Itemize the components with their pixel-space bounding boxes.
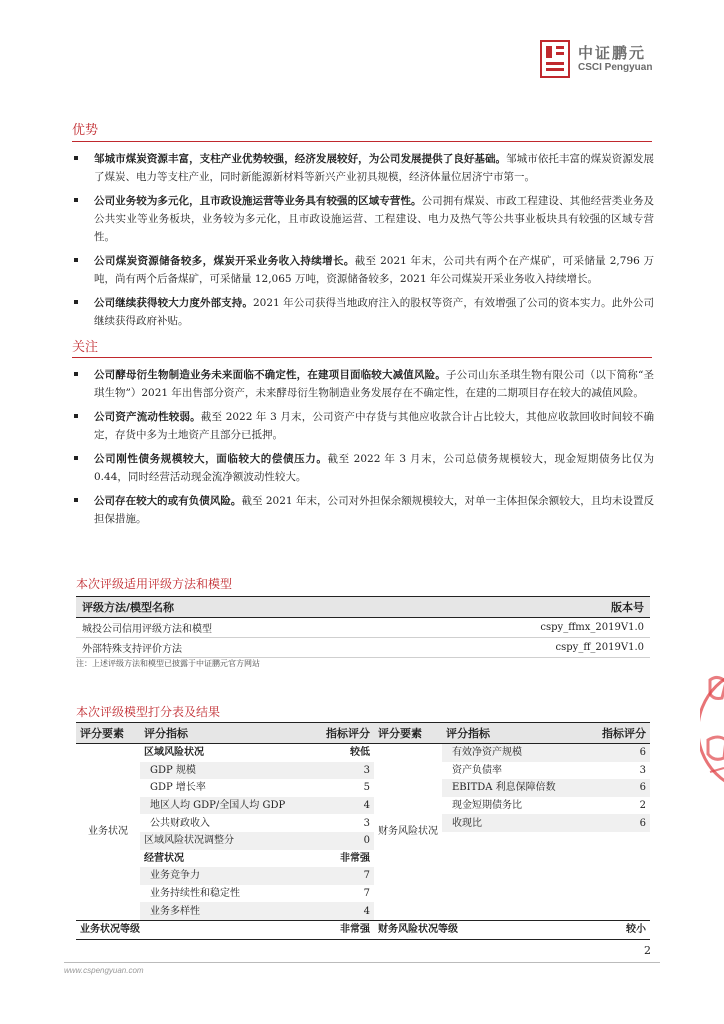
bullet-icon — [74, 498, 78, 502]
bullet-icon — [74, 372, 78, 376]
empty-cell — [442, 902, 592, 920]
bullet-text: 公司拥有煤炭、市政工程建设、其他经营类业务及公共实业等业务板块，业务较为多元化，且市政设施运营、工程建设、电力及热气等公共事业板块具有较强的区域专营性。 — [94, 195, 655, 243]
score-label: 收现比 — [442, 814, 592, 832]
score-value: 7 — [363, 888, 370, 900]
empty-cell — [442, 850, 592, 868]
bullet-icon — [74, 300, 78, 304]
score-label: 公共财政收入 — [150, 817, 210, 829]
score-value: 7 — [318, 867, 374, 885]
concerns-title: 关注 — [72, 340, 99, 355]
bullet-lead: 公司业务较为多元化，且市政设施运营等业务具有较强的区域专营性。 — [94, 195, 422, 207]
bullet-text: 2021 年公司获得当地政府注入的股权等资产，有效增强了公司的资本实力。此外公司继续获得政府补贴。 — [94, 297, 654, 327]
list-item — [72, 492, 654, 528]
bullet-icon — [74, 258, 78, 262]
strengths-divider — [72, 141, 652, 142]
table-row — [76, 832, 650, 850]
score-value: 3 — [639, 764, 646, 776]
table-header: 评分要素 — [374, 723, 442, 744]
bullet-text: 截至 2022 年 3 月末，公司总债务规模较大，现金短期债务比仅为 0.44，同时经营活动现金流净额波动性较大。 — [94, 453, 654, 483]
score-label: 现金短期债务比 — [452, 800, 522, 812]
empty-cell — [592, 902, 650, 920]
bullet-text: 邹城市依托丰富的煤炭资源发展了煤炭、电力等支柱产业，同时新能源新材料等新兴产业初具规模，经济体量位居济宁市第一。 — [94, 153, 654, 183]
score-value: 3 — [363, 817, 370, 829]
bullet-lead: 公司存在较大的或有负债风险。 — [94, 495, 242, 507]
table-row — [76, 902, 650, 920]
bullet-text: 截至 2021 年末，公司共有两个在产煤矿，可采储量 2,796 万吨，尚有两个后备煤矿，可采储量 12,065 万吨，资源储备较多，2021 年公司煤炭开采业务收入持续增长。 — [94, 255, 654, 285]
empty-cell — [442, 867, 592, 885]
bullet-lead: 公司煤炭资源储备较多，煤炭开采业务收入持续增长。 — [94, 255, 355, 267]
score-label: 业务多样性 — [140, 902, 318, 920]
score-label: 业务竞争力 — [140, 867, 318, 885]
footer-divider — [64, 962, 660, 963]
table-cell: 城投公司信用评级方法和模型 — [76, 618, 392, 638]
score-value: 6 — [592, 814, 650, 832]
score-value: 4 — [318, 797, 374, 815]
empty-cell — [592, 832, 650, 850]
table-header: 指标评分 — [318, 723, 374, 744]
category-business: 业务状况 — [88, 826, 128, 838]
method-table — [76, 596, 650, 658]
score-label: EBITDA 利息保障倍数 — [442, 779, 592, 797]
table-row — [76, 885, 650, 903]
company-logo-icon — [540, 40, 570, 78]
bullet-lead: 公司继续获得较大力度外部支持。 — [94, 297, 253, 309]
score-label: GDP 增长率 — [150, 782, 206, 794]
score-label: 业务持续性和稳定性 — [150, 888, 240, 900]
score-value: 6 — [592, 779, 650, 797]
brand-name-en: CSCI Pengyuan — [578, 62, 653, 73]
table-header: 版本号 — [392, 597, 650, 618]
bullet-icon — [74, 198, 78, 202]
score-value: 5 — [363, 782, 370, 794]
bullet-lead: 公司酵母衍生物制造业务未来面临不确定性，在建项目面临较大减值风险。 — [94, 369, 446, 381]
table-row — [76, 850, 650, 868]
list-item — [72, 366, 654, 402]
table-header: 评分要素 — [76, 723, 140, 744]
table-row — [76, 797, 650, 815]
empty-cell — [592, 885, 650, 903]
bullet-icon — [74, 414, 78, 418]
method-table-note: 注：上述评级方法和模型已披露于中证鹏元官方网站 — [76, 659, 260, 668]
footer-value: 非常强 — [318, 920, 374, 939]
concerns-divider — [72, 357, 652, 358]
bullet-text: 截至 2021 年末，公司对外担保余额规模较大，对单一主体担保余额较大，且均未设置反担保措施。 — [94, 495, 654, 525]
bullet-text: 子公司山东圣琪生物有限公司（以下简称“圣琪生物”）2021 年出售部分资产，未来酵母衍生物制造业务发展存在不确定性，在建的二期项目存在较大的减值风险。 — [94, 369, 655, 399]
table-header: 评分指标 — [140, 723, 318, 744]
empty-cell — [592, 850, 650, 868]
score-label: 有效净资产规模 — [442, 744, 592, 762]
table-cell: cspy_ffmx_2019V1.0 — [392, 618, 650, 638]
bullet-text: 截至 2022 年 3 月末，公司资产中存货与其他应收款合计占比较大，其他应收款回收时间较不确定，存货中多为土地资产且部分已抵押。 — [94, 411, 654, 441]
brand-name-cn: 中证鹏元 — [578, 44, 647, 62]
table-header: 指标评分 — [592, 723, 650, 744]
website-text: www.cspengyuan.com — [64, 966, 144, 975]
footer-label: 业务状况等级 — [76, 920, 318, 939]
empty-cell — [442, 885, 592, 903]
list-item — [72, 450, 654, 486]
table-row — [76, 762, 650, 780]
score-value: 4 — [318, 902, 374, 920]
list-item — [72, 192, 654, 246]
table-row — [76, 814, 650, 832]
list-item — [72, 252, 654, 288]
score-value: 0 — [318, 832, 374, 850]
score-label: 区域风险状况调整分 — [140, 832, 318, 850]
strengths-list — [72, 150, 654, 336]
table-footer-row — [76, 920, 650, 939]
score-table — [76, 722, 650, 940]
score-value: 2 — [639, 800, 646, 812]
score-value: 非常强 — [340, 852, 370, 864]
table-header: 评分指标 — [442, 723, 592, 744]
table-cell: cspy_ff_2019V1.0 — [392, 638, 650, 658]
footer-value: 较小 — [592, 920, 650, 939]
score-label: 地区人均 GDP/全国人均 GDP — [140, 797, 318, 815]
list-item — [72, 150, 654, 186]
bullet-icon — [74, 456, 78, 460]
footer-label: 财务风险状况等级 — [374, 920, 592, 939]
bullet-lead: 公司刚性债务规模较大，面临较大的偿债压力。 — [94, 453, 328, 465]
table-header: 评级方法/模型名称 — [76, 597, 392, 618]
table-row — [76, 618, 650, 638]
score-value: 6 — [592, 744, 650, 762]
table-row — [76, 779, 650, 797]
score-label: 经营状况 — [144, 852, 184, 864]
category-financial: 财务风险状况 — [378, 826, 438, 838]
score-value: 较低 — [350, 747, 370, 759]
empty-cell — [442, 832, 592, 850]
score-label: GDP 规模 — [140, 762, 318, 780]
bullet-lead: 邹城市煤炭资源丰富，支柱产业优势较强，经济发展较好，为公司发展提供了良好基础。 — [94, 153, 507, 165]
list-item — [72, 408, 654, 444]
table-row — [76, 867, 650, 885]
strengths-title: 优势 — [72, 123, 99, 138]
method-table-title: 本次评级适用评级方法和模型 — [76, 577, 233, 591]
score-value: 3 — [318, 762, 374, 780]
bullet-lead: 公司资产流动性较弱。 — [94, 411, 201, 423]
table-row — [76, 638, 650, 658]
seal-stamp-icon — [700, 660, 724, 800]
list-item — [72, 294, 654, 330]
score-label: 资产负债率 — [452, 764, 502, 776]
table-cell: 外部特殊支持评价方法 — [76, 638, 392, 658]
score-label: 区域风险状况 — [144, 747, 204, 759]
table-row — [76, 744, 650, 762]
page-number: 2 — [644, 944, 651, 957]
bullet-icon — [74, 156, 78, 160]
concerns-list — [72, 366, 654, 534]
empty-cell — [592, 867, 650, 885]
score-table-title: 本次评级模型打分表及结果 — [76, 705, 221, 719]
